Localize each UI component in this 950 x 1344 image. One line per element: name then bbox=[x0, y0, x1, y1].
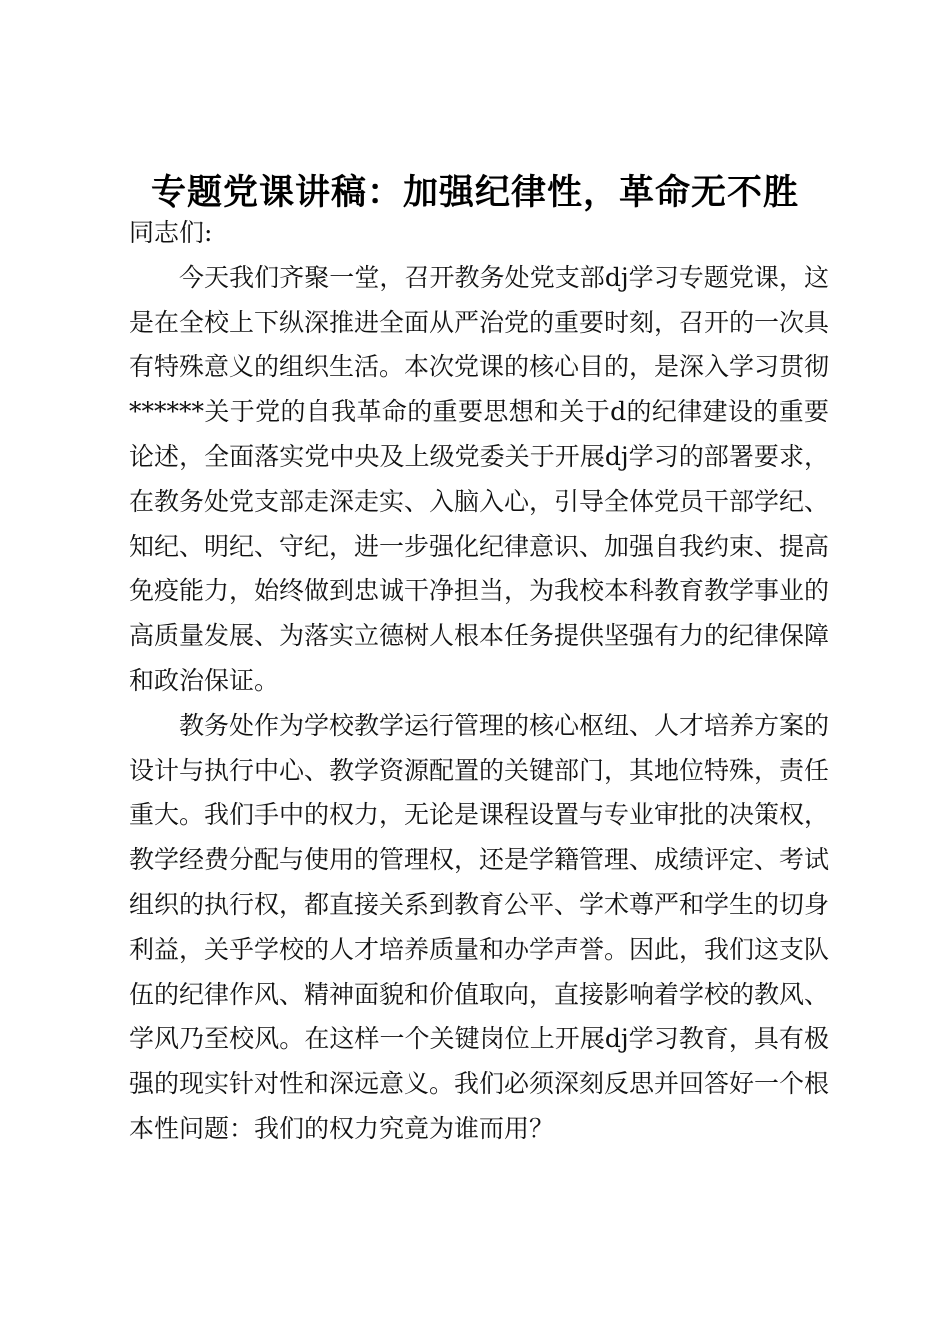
document-body bbox=[129, 211, 829, 1152]
greeting: 同志们: bbox=[129, 218, 213, 247]
paragraph-2: 教务处作为学校教学运行管理的核心枢纽、人才培养方案的设计与执行中心、教学资源配置的关键部门，其地位特殊，责任重大。我们手中的权力，无论是课程设置与专业审批的决策权，教学经费分配与使用的管理权，还是学籍管理、成绩评定、考试组织的执行权，都直接关系到教育公平、学术尊严和学生的切身利益，关乎学校的人才培养质量和办学声誉。因此，我们这支队伍的纪律作风、精神面貌和价值取向，直接影响着学校的教风、学风乃至校风。在这样一个关键岗位上开展dj学习教育，具有极强的现实针对性和深远意义。我们必须深刻反思并回答好一个根本性问题：我们的权力究竟为谁而用？ bbox=[129, 710, 830, 1143]
paragraph-1: 今天我们齐聚一堂，召开教务处党支部dj学习专题党课，这是在全校上下纵深推进全面从严治党的重要时刻，召开的一次具有特殊意义的组织生活。本次党课的核心目的，是深入学习贯彻******关于党的自我革命的重要思想和关于d的纪律建设的重要论述，全面落实党中央及上级党委关于开展dj学习的部署要求，在教务处党支部走深走实、入脑入心，引导全体党员干部学纪、知纪、明纪、守纪，进一步强化纪律意识、加强自我约束、提高免疫能力，始终做到忠诚干净担当，为我校本科教育教学事业的高质量发展、为落实立德树人根本任务提供坚强有力的纪律保障和政治保证。 bbox=[129, 262, 830, 695]
document-title: 专题党课讲稿：加强纪律性，革命无不胜 bbox=[150, 172, 799, 213]
